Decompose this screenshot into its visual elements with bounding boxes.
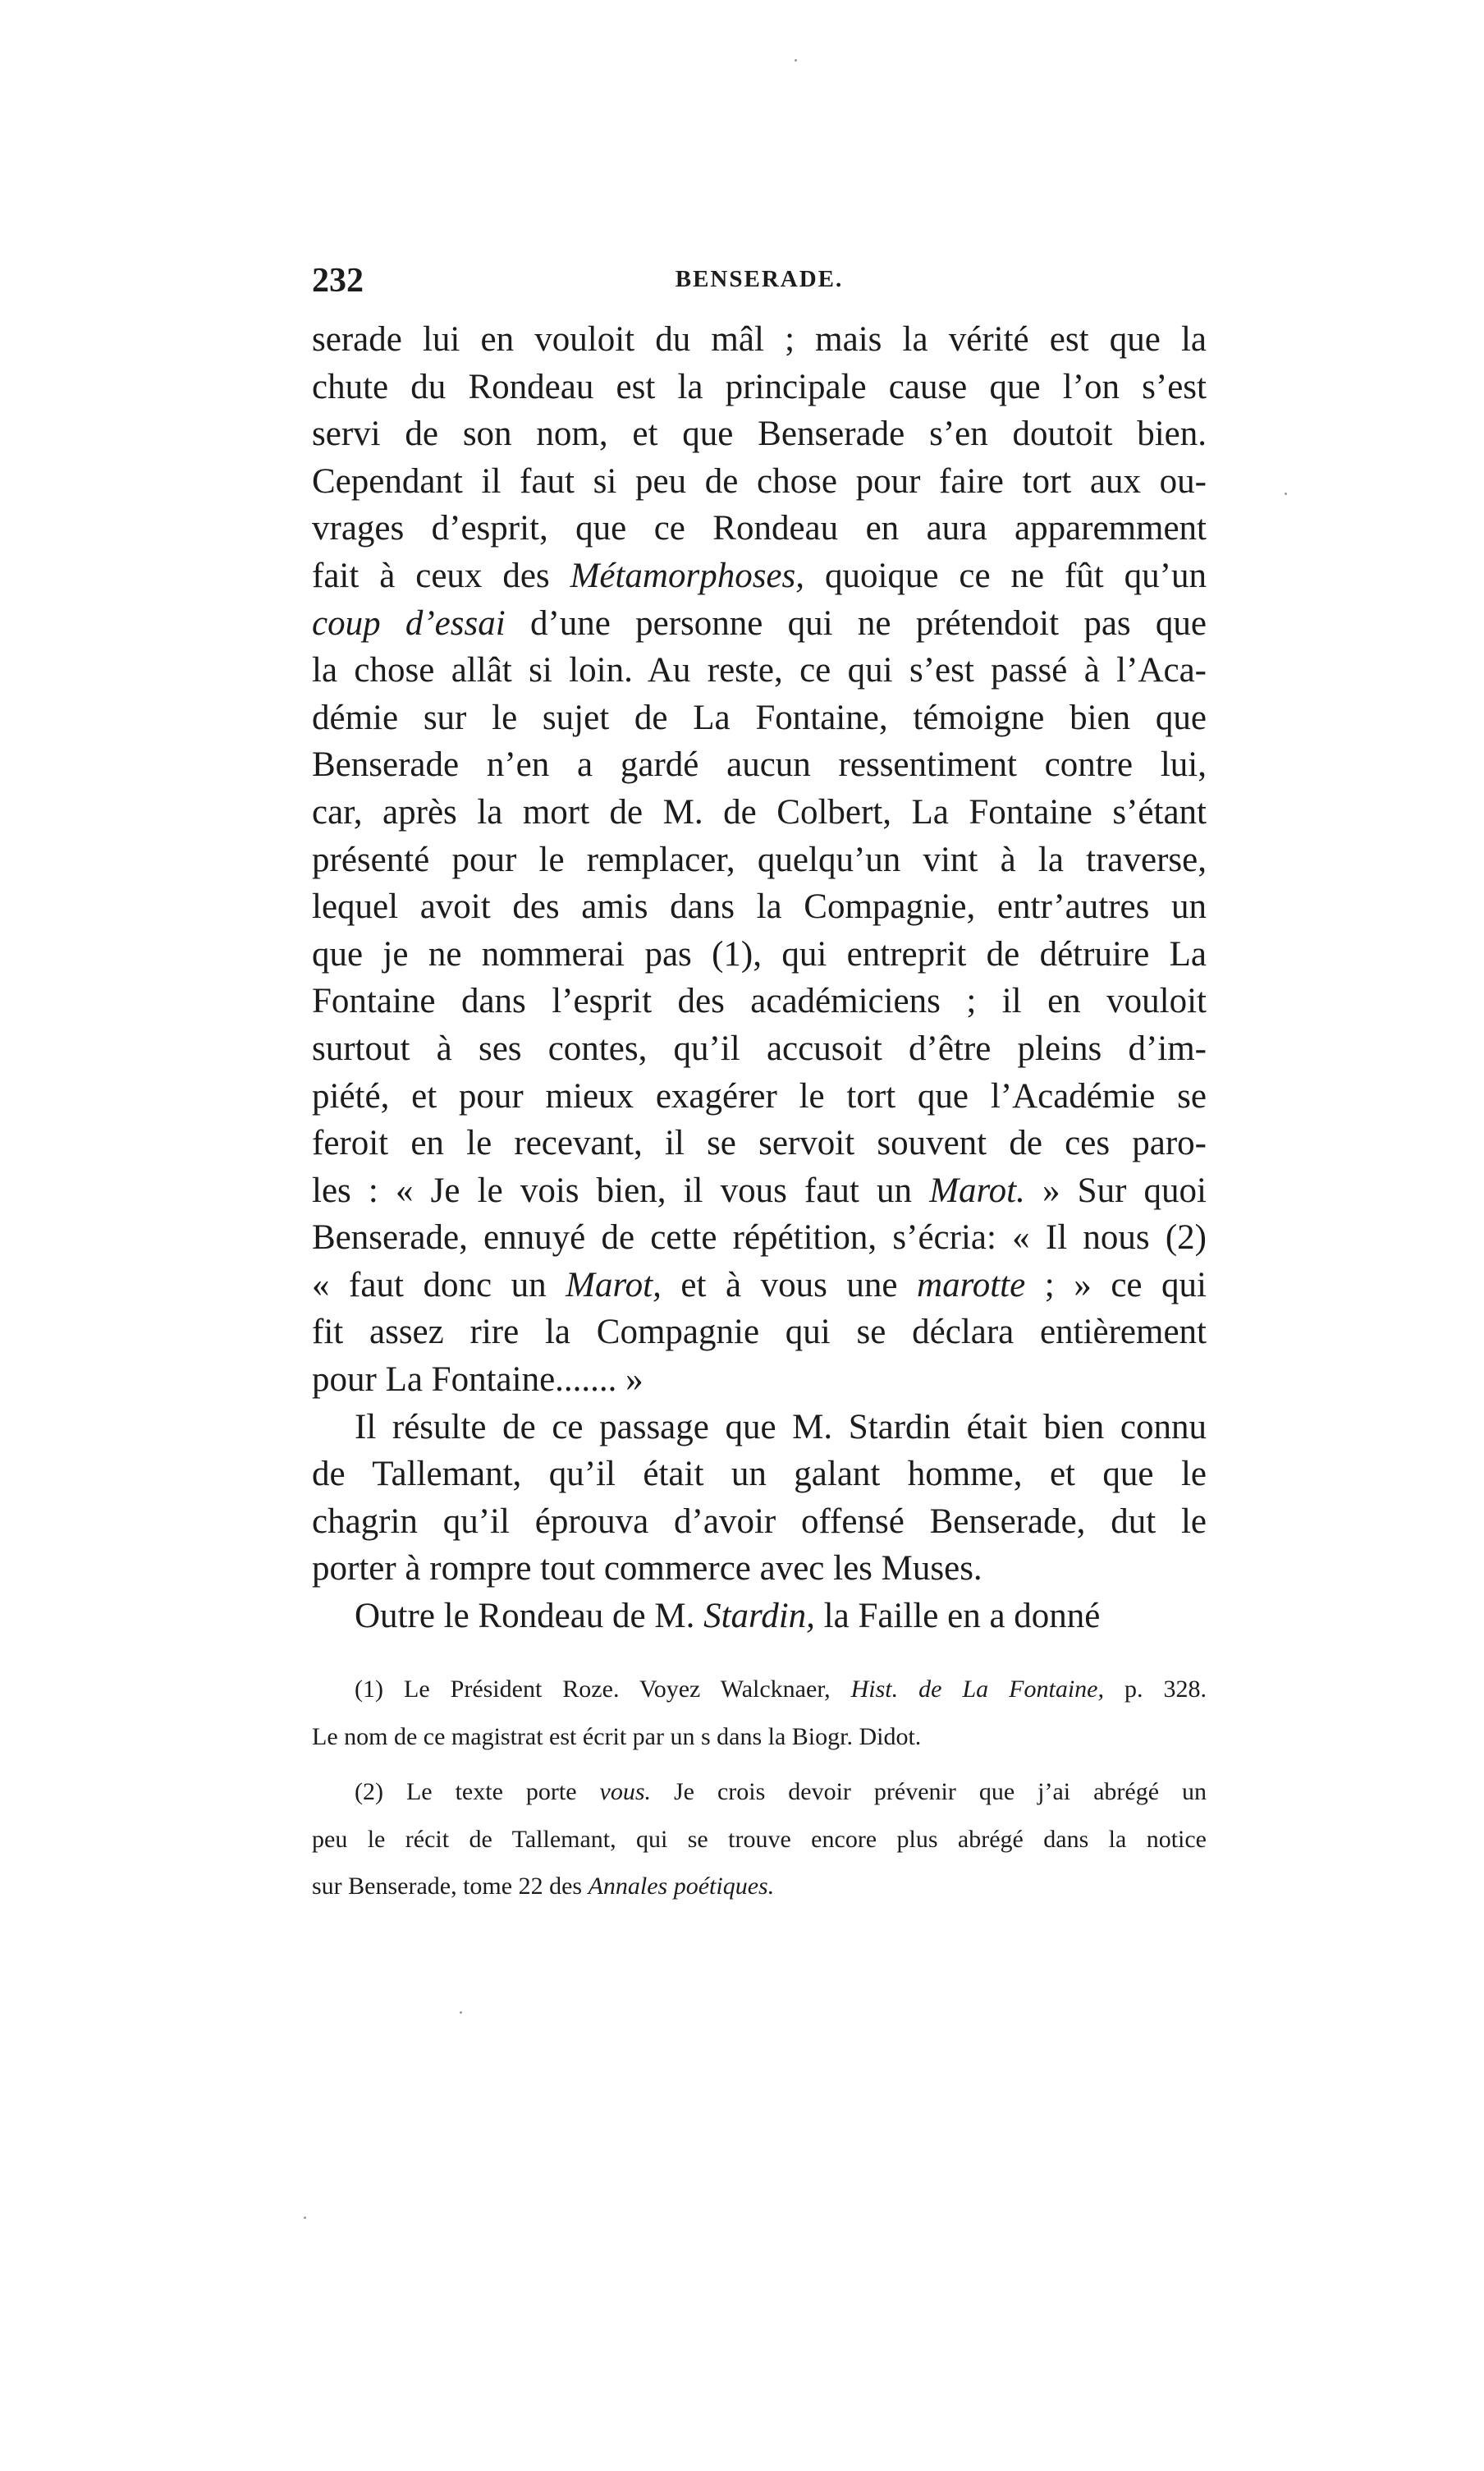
text-line [312,1214,1207,1262]
main-text [312,316,1207,1640]
scan-speck [1285,493,1287,495]
text-line [312,1774,1207,1822]
text-line [312,647,1207,695]
text-line [312,978,1207,1025]
text-segment: de Tallemant, qu’il était un galant homme, et que le [312,1455,1207,1494]
footnote [312,1671,1207,1766]
text-segment: la Faille en a donné [814,1597,1101,1636]
text-line [312,410,1207,458]
text-segment: pour La Fontaine....... » [312,1360,644,1400]
text-line [312,1025,1207,1073]
text-segment: sur Benserade, tome 22 des [312,1873,589,1900]
italic-text: Hist. de La Fontaine, [850,1676,1104,1703]
text-segment: Benserade, ennuyé de cette répétition, s’écria: « Il nous (2) [312,1218,1207,1258]
text-segment: la chose allât si loin. Au reste, ce qui s’est passé à l’Aca- [312,651,1207,690]
text-segment: Cependant il faut si peu de chose pour faire tort aux ou- [312,461,1207,501]
text-segment: que je ne nommerai pas (1), qui entreprit de détruire La [312,934,1207,974]
scan-speck [304,2217,306,2219]
text-segment: quoique ce ne fût qu’un [804,556,1207,595]
text-line [312,931,1207,979]
text-segment: chagrin qu’il éprouva d’avoir offensé Benserade, dut le [312,1501,1207,1541]
italic-text: marotte [917,1265,1026,1304]
text-line [312,695,1207,742]
italic-text: vous. [599,1778,651,1806]
text-segment: servi de son nom, et que Benserade s’en doutoit bien. [312,415,1207,454]
text-segment: feroit en le recevant, il se servoit souvent de ces paro- [312,1124,1207,1163]
text-segment: car, après la mort de M. de Colbert, La Fontaine s’étant [312,792,1207,832]
text-segment: piété, et pour mieux exagérer le tort que l’Académie se [312,1076,1207,1116]
text-segment: ; » ce qui [1025,1265,1207,1304]
paragraph [312,1593,1207,1640]
text-line [312,1404,1207,1451]
text-segment: « faut donc un [312,1265,566,1304]
text-segment: surtout à ses contes, qu’il accusoit d’être pleins d’im- [312,1029,1207,1068]
text-segment: Le nom de ce magistrat est écrit par un s dans la Biogr. Didot. [312,1722,922,1750]
text-segment: fait à ceux des [312,556,570,595]
text-line [312,883,1207,931]
text-line [312,1073,1207,1121]
italic-text: Marot, [566,1265,662,1304]
text-segment: d’une personne qui ne prétendoit pas que [505,603,1207,643]
text-segment: démie sur le sujet de La Fontaine, témoigne bien que [312,698,1207,737]
text-segment: lequel avoit des amis dans la Compagnie, entr’autres un [312,887,1207,927]
italic-text: coup d’essai [312,603,506,643]
text-line [312,1671,1207,1719]
text-line [312,364,1207,411]
footnotes [312,1671,1207,1916]
italic-text: Annales poétiques. [588,1873,775,1900]
text-segment: Fontaine dans l’esprit des académiciens ; il en vouloit [312,982,1207,1021]
text-line [312,1309,1207,1356]
text-line [312,1451,1207,1498]
text-segment: Outre le Rondeau de M. [355,1597,704,1636]
text-segment: Je crois devoir prévenir que j’ai abrégé un [651,1778,1207,1806]
italic-text: Stardin, [703,1597,815,1636]
text-segment: peu le récit de Tallemant, qui se trouve encore plus abrégé dans la notice [312,1825,1207,1853]
scan-speck [795,59,797,62]
text-line [312,1120,1207,1167]
text-line [312,789,1207,837]
text-line [312,1545,1207,1593]
text-line [312,600,1207,648]
page-header [312,261,1207,310]
text-segment: p. 328. [1103,1676,1207,1703]
running-head-title: BENSERADE. [675,266,844,292]
text-line [312,1868,1207,1916]
text-segment: présenté pour le remplacer, quelqu’un vint à la traverse, [312,840,1207,879]
text-segment: chute du Rondeau est la principale cause que l’on s’est [312,367,1207,406]
text-line [312,1356,1207,1404]
italic-text: Marot. [929,1171,1025,1210]
text-segment: vrages d’esprit, que ce Rondeau en aura apparemment [312,509,1207,548]
text-line [312,505,1207,552]
text-segment: » Sur quoi [1024,1171,1207,1210]
text-line [312,1262,1207,1309]
text-segment: (2) Le texte porte [355,1778,600,1806]
text-segment: les : « Je le vois bien, il vous faut un [312,1171,930,1210]
text-segment: Benserade n’en a gardé aucun ressentiment contre lui, [312,745,1207,785]
text-segment: Il résulte de ce passage que M. Stardin était bien connu [355,1407,1207,1446]
text-line [312,1822,1207,1869]
text-line [312,552,1207,600]
text-segment: porter à rompre tout commerce avec les Muses. [312,1549,982,1588]
italic-text: Métamorphoses, [570,556,805,595]
text-segment: fit assez rire la Compagnie qui se déclara entièrement [312,1313,1207,1352]
text-line [312,316,1207,364]
text-segment: et à vous une [661,1265,918,1304]
text-segment: (1) Le Président Roze. Voyez Walcknaer, [355,1676,851,1703]
text-line [312,837,1207,884]
scan-speck [460,2011,462,2014]
text-line [312,1167,1207,1215]
paragraph [312,316,1207,1404]
text-segment: serade lui en vouloit du mâl ; mais la vérité est que la [312,320,1207,359]
text-line [312,1498,1207,1546]
footnote [312,1774,1207,1916]
text-line [312,1593,1207,1640]
page-number: 232 [312,262,364,300]
text-line [312,1719,1207,1767]
text-line [312,741,1207,789]
text-line [312,458,1207,506]
paragraph [312,1404,1207,1593]
